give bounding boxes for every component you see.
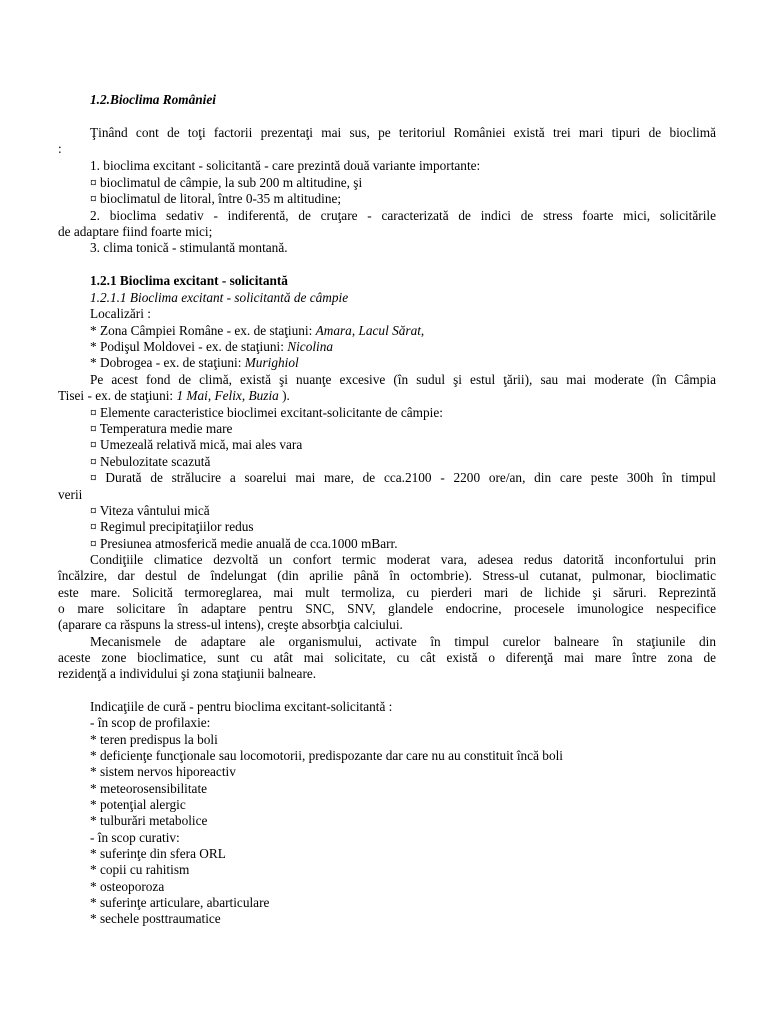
station-lacul-sarat: Lacul Sărat <box>358 323 421 338</box>
station-nicolina: Nicolina <box>287 339 334 354</box>
localizare-zona-2: * Podişul Moldovei - ex. de staţiuni: Nicolina <box>90 339 334 354</box>
mecanisme-line: rezidenţă a individului şi zona staţiunii balneare. <box>58 666 317 681</box>
station-amara: Amara <box>315 323 352 338</box>
element-line: ¤ Elemente caracteristice bioclimei excitant-solicitante de câmpie: <box>90 405 443 420</box>
intro-line: 3. clima tonică - stimulantă montană. <box>90 240 288 255</box>
intro-line: 1. bioclima excitant - solicitantă - care prezintă două variante importante: <box>90 158 481 173</box>
indicatii-line: * osteoporoza <box>90 879 165 894</box>
intro-line: Ţinând cont de toţi factorii prezentaţi mai sus, pe teritoriul României există trei mari tipuri de bioclimă <box>90 125 716 140</box>
intro-line: de adaptare fiind foarte mici; <box>58 224 213 239</box>
localizari-label: Localizări : <box>90 306 151 321</box>
element-line: verii <box>58 487 83 502</box>
fond-line-stations: Tisei - ex. de staţiuni: 1 Mai, Felix, Buzia ). <box>58 388 290 403</box>
station-murighiol: Murighiol <box>244 355 299 370</box>
indicatii-line: - în scop de profilaxie: <box>90 715 211 730</box>
localizare-zona-1: * Zona Câmpiei Române - ex. de staţiuni: Amara, Lacul Sărat, <box>90 323 425 338</box>
indicatii-line: * deficienţe funcţionale sau locomotorii, predispozante dar care nu au constituit încă boli <box>90 748 563 763</box>
intro-line: ¤ bioclimatul de câmpie, la sub 200 m altitudine, şi <box>90 175 363 190</box>
conditii-line: o mare solicitare în adaptare pentru SNC, SNV, glandele endocrine, procesele imunologice nespecifice <box>58 601 716 616</box>
indicatii-line: * potenţial alergic <box>90 797 186 812</box>
element-line: ¤ Temperatura medie mare <box>90 421 233 436</box>
fond-line: Pe acest fond de climă, există şi nuanţe excesive (în sudul şi estul ţării), sau mai moderate (în Câmpia <box>90 372 716 387</box>
element-line: ¤ Presiunea atmosferică medie anuală de cca.1000 mBarr. <box>90 536 398 551</box>
conditii-line: este mare. Solicită termoreglarea, mai mult termoliza, cu pierderi mari de lichide şi săruri. Reprezintă <box>58 585 716 600</box>
indicatii-line: * suferinţe din sfera ORL <box>90 846 226 861</box>
element-line: ¤ Nebulozitate scazută <box>90 454 211 469</box>
conditii-line: încălzire, dar destul de îndelungat (din aprilie până în octombrie). Stress-ul cutanat, pulmonar, bioclimatic <box>58 568 716 583</box>
mecanisme-line: aceste zone bioclimatice, sunt cu atât mai solicitate, cu cât există o diferenţă mai mare între zona de <box>58 650 716 665</box>
subsubsection-title: 1.2.1.1 Bioclima excitant - solicitantă de câmpie <box>90 290 349 305</box>
element-line: ¤ Regimul precipitaţiilor redus <box>90 519 254 534</box>
indicatii-line: * suferinţe articulare, abarticulare <box>90 895 270 910</box>
mecanisme-line: Mecanismele de adaptare ale organismului, activate în timpul curelor balneare în staţiunile din <box>90 634 716 649</box>
conditii-line: (aparare ca răspuns la stress-ul intens), creşte absorbţia calciului. <box>58 617 403 632</box>
indicatii-line: * meteorosensibilitate <box>90 781 208 796</box>
element-line: ¤ Viteza vântului mică <box>90 503 210 518</box>
indicatii-line: * sistem nervos hiporeactiv <box>90 764 236 779</box>
localizare-zona-3: * Dobrogea - ex. de staţiuni: Murighiol <box>90 355 299 370</box>
subsection-title: 1.2.1 Bioclima excitant - solicitantă <box>90 273 288 288</box>
section-title: 1.2.Bioclima României <box>90 92 216 107</box>
element-line: ¤ Durată de strălucire a soarelui mai mare, de cca.2100 - 2200 ore/an, din care peste 300h în timpul <box>90 470 716 485</box>
intro-line: : <box>58 141 62 156</box>
indicatii-line: - în scop curativ: <box>90 830 180 845</box>
indicatii-line: * sechele posttraumatice <box>90 911 221 926</box>
indicatii-line: * teren predispus la boli <box>90 732 218 747</box>
intro-line: ¤ bioclimatul de litoral, între 0-35 m altitudine; <box>90 191 342 206</box>
indicatii-line: * tulburări metabolice <box>90 813 208 828</box>
element-line: ¤ Umezeală relativă mică, mai ales vara <box>90 437 303 452</box>
indicatii-title: Indicaţiile de cură - pentru bioclima excitant-solicitantă : <box>90 699 393 714</box>
conditii-line: Condiţiile climatice dezvoltă un confort termic moderat vara, adesea redus datorită inconfortului prin <box>90 552 716 567</box>
intro-line: 2. bioclima sedativ - indiferentă, de cruţare - caracterizată de indici de stress foarte mici, solicitările <box>90 208 716 223</box>
indicatii-line: * copii cu rahitism <box>90 862 190 877</box>
